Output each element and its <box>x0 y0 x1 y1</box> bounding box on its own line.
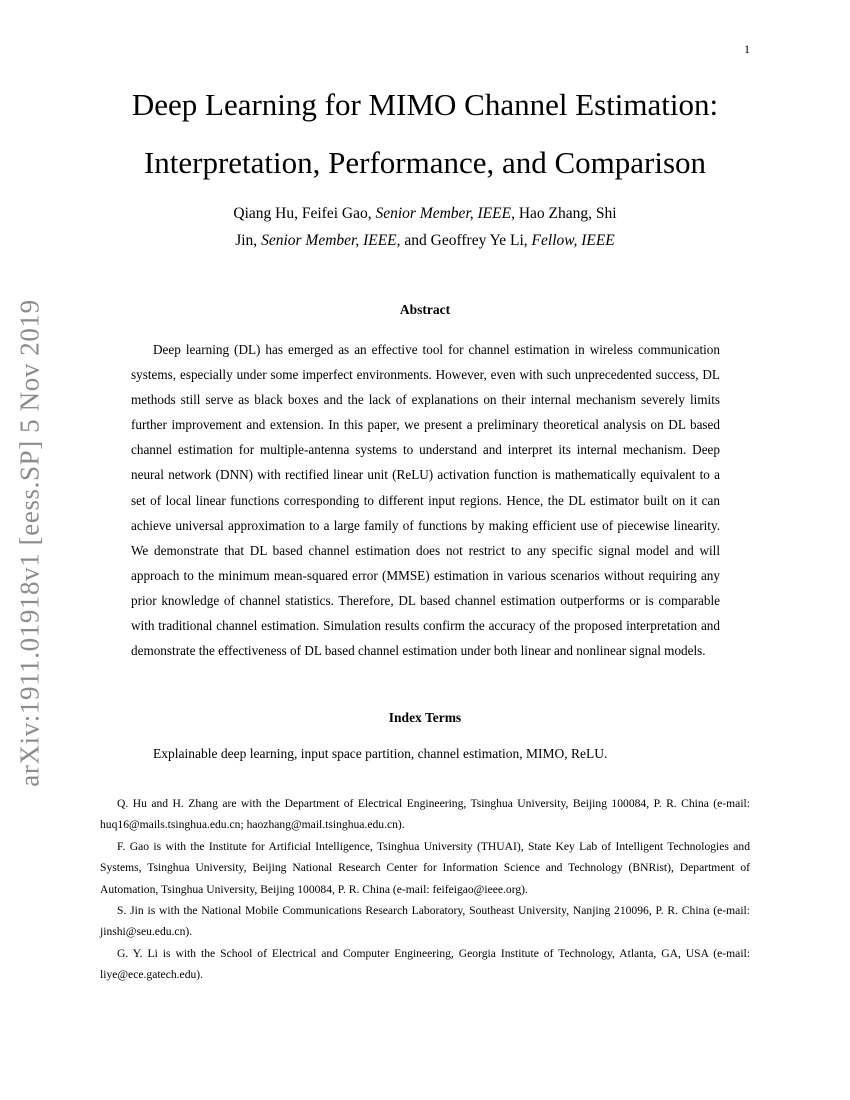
abstract-text: Deep learning (DL) has emerged as an effective tool for channel estimation in wireless communication systems, especially under some imperfect environments. However, even with such unprecedented success, DL methods still serve as black boxes and the lack of explanations on their internal mechanism severely limits further improvement and extension. In this paper, we present a preliminary theoretical analysis on DL based channel estimation for multiple-antenna systems to understand and interpret its internal mechanism. Deep neural network (DNN) with rectified linear unit (ReLU) activation function is mathematically equivalent to a set of local linear functions corresponding to different input regions. Hence, the DL estimator built on it can achieve universal approximation to a large family of functions by making efficient use of piecewise linearity. We demonstrate that DL based channel estimation does not restrict to any specific signal model and will approach to the minimum mean-squared error (MMSE) estimation in various scenarios without requiring any prior knowledge of channel statistics. Therefore, DL based channel estimation outperforms or is comparable with traditional channel estimation. Simulation results confirm the accuracy of the proposed interpretation and demonstrate the effectiveness of DL based channel estimation under both linear and nonlinear signal models. <box>131 342 720 659</box>
footnote-jin: S. Jin is with the National Mobile Communications Research Laboratory, Southeast University, Nanjing 210096, P. R. China (e-mail: jinshi@seu.edu.cn). <box>100 904 750 939</box>
abstract-heading: Abstract <box>399 302 451 317</box>
paper-title-line-2: Interpretation, Performance, and Comparison <box>143 145 707 180</box>
paper-title-line-1: Deep Learning for MIMO Channel Estimation: <box>131 87 719 122</box>
author-names-4: , and Geoffrey Ye Li, <box>396 232 532 249</box>
author-role-1: Senior Member, IEEE <box>375 205 512 222</box>
paper-title <box>70 76 780 192</box>
author-affiliation-footnotes <box>100 793 750 986</box>
author-list <box>150 200 700 254</box>
index-terms-heading: Index Terms <box>388 710 462 725</box>
footnote-li: G. Y. Li is with the School of Electrical and Computer Engineering, Georgia Institute of Technology, Atlanta, GA, USA (e-mail: liye@ece.gatech.edu). <box>100 946 750 982</box>
author-role-3: Fellow, IEEE <box>531 232 615 249</box>
author-names-1: Qiang Hu, Feifei Gao, <box>233 205 376 222</box>
author-names-2: , Hao Zhang, Shi <box>511 205 617 222</box>
author-names-3: Jin, <box>235 232 262 249</box>
index-terms-text: Explainable deep learning, input space partition, channel estimation, MIMO, ReLU. <box>153 746 608 761</box>
arxiv-identifier-text: arXiv:1911.01918v1 [eess.SP] 5 Nov 2019 <box>14 299 45 787</box>
footnote-hu-zhang: Q. Hu and H. Zhang are with the Department of Electrical Engineering, Tsinghua University, Beijing 100084, P. R. China (e-mail: huq16@mails.tsinghua.edu.cn; haozhang@mail.tsinghua.edu.cn). <box>100 797 750 832</box>
arxiv-identifier-stamp <box>0 0 60 1100</box>
page-number: 1 <box>744 42 750 56</box>
footnote-gao: F. Gao is with the Institute for Artificial Intelligence, Tsinghua University (THUAI), State Key Lab of Intelligent Technologies and Systems, Tsinghua University, Beijing National Research Center for Information Science and Technology (BNRist), Department of Automation, Tsinghua University, Beijing 100084, P. R. China (e-mail: feifeigao@ieee.org). <box>100 839 750 896</box>
author-role-2: Senior Member, IEEE <box>261 232 397 249</box>
